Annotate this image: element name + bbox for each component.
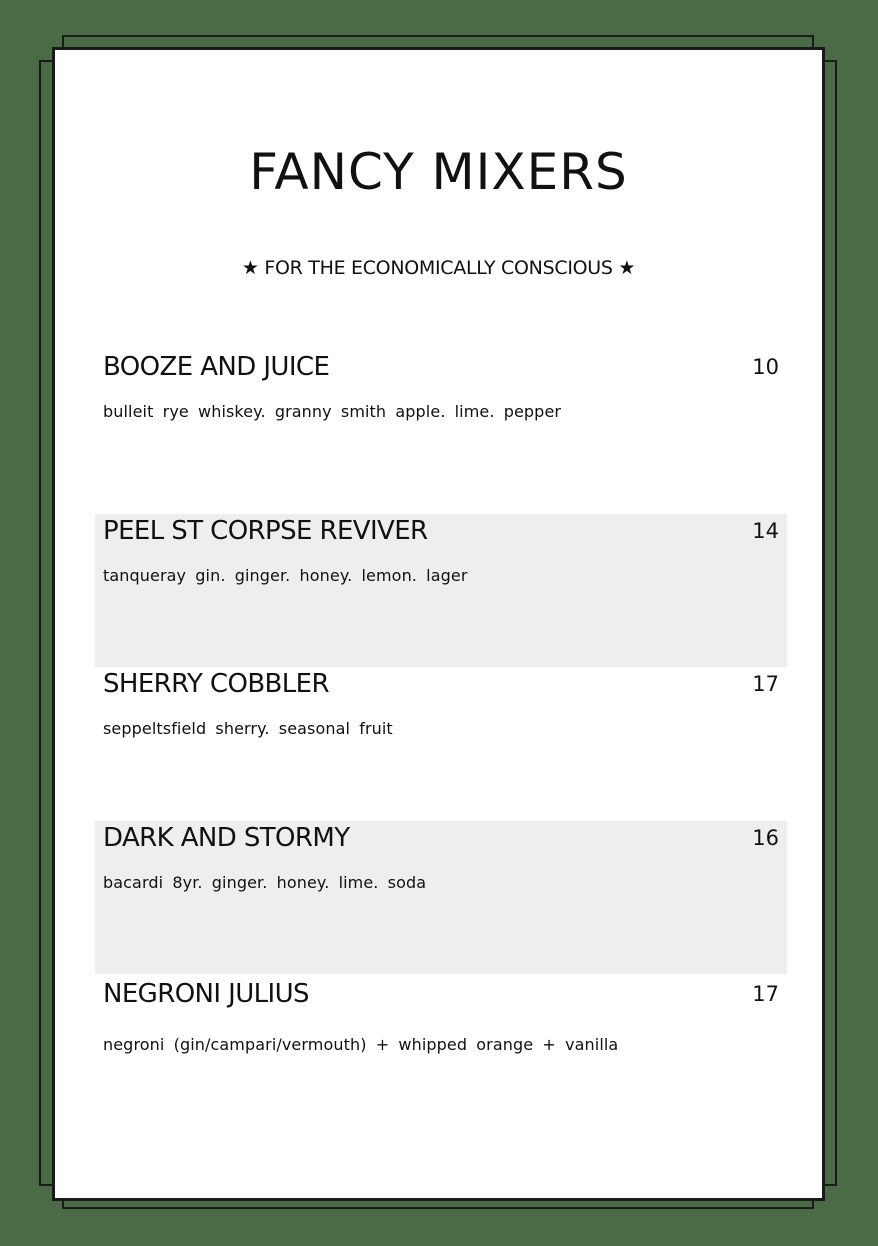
item-price: 10 <box>752 355 779 379</box>
item-description: tanqueray gin. ginger. honey. lemon. lager <box>103 566 468 585</box>
item-name: DARK AND STORMY <box>103 823 350 853</box>
item-price: 14 <box>752 519 779 543</box>
item-description: seppeltsfield sherry. seasonal fruit <box>103 719 393 738</box>
menu-item-booze-and-juice <box>95 350 787 503</box>
item-price: 16 <box>752 826 779 850</box>
item-name: SHERRY COBBLER <box>103 669 329 699</box>
menu-item-peel-st-corpse-reviver <box>95 514 787 667</box>
item-description: bulleit rye whiskey. granny smith apple. lime. pepper <box>103 402 562 421</box>
item-name: BOOZE AND JUICE <box>103 352 330 382</box>
menu-item-sherry-cobbler <box>95 667 787 820</box>
item-price: 17 <box>752 982 779 1006</box>
item-description: negroni (gin/campari/vermouth) + whipped orange + vanilla <box>103 1035 619 1054</box>
menu-item-dark-and-stormy <box>95 821 787 974</box>
menu-title: FANCY MIXERS <box>249 143 628 201</box>
item-price: 17 <box>752 672 779 696</box>
item-name: NEGRONI JULIUS <box>103 979 309 1009</box>
menu-subtitle: ★ FOR THE ECONOMICALLY CONSCIOUS ★ <box>241 257 636 279</box>
item-name: PEEL ST CORPSE REVIVER <box>103 516 428 546</box>
item-description: bacardi 8yr. ginger. honey. lime. soda <box>103 873 427 892</box>
menu-item-negroni-julius <box>95 977 787 1130</box>
menu-page <box>52 47 825 1201</box>
